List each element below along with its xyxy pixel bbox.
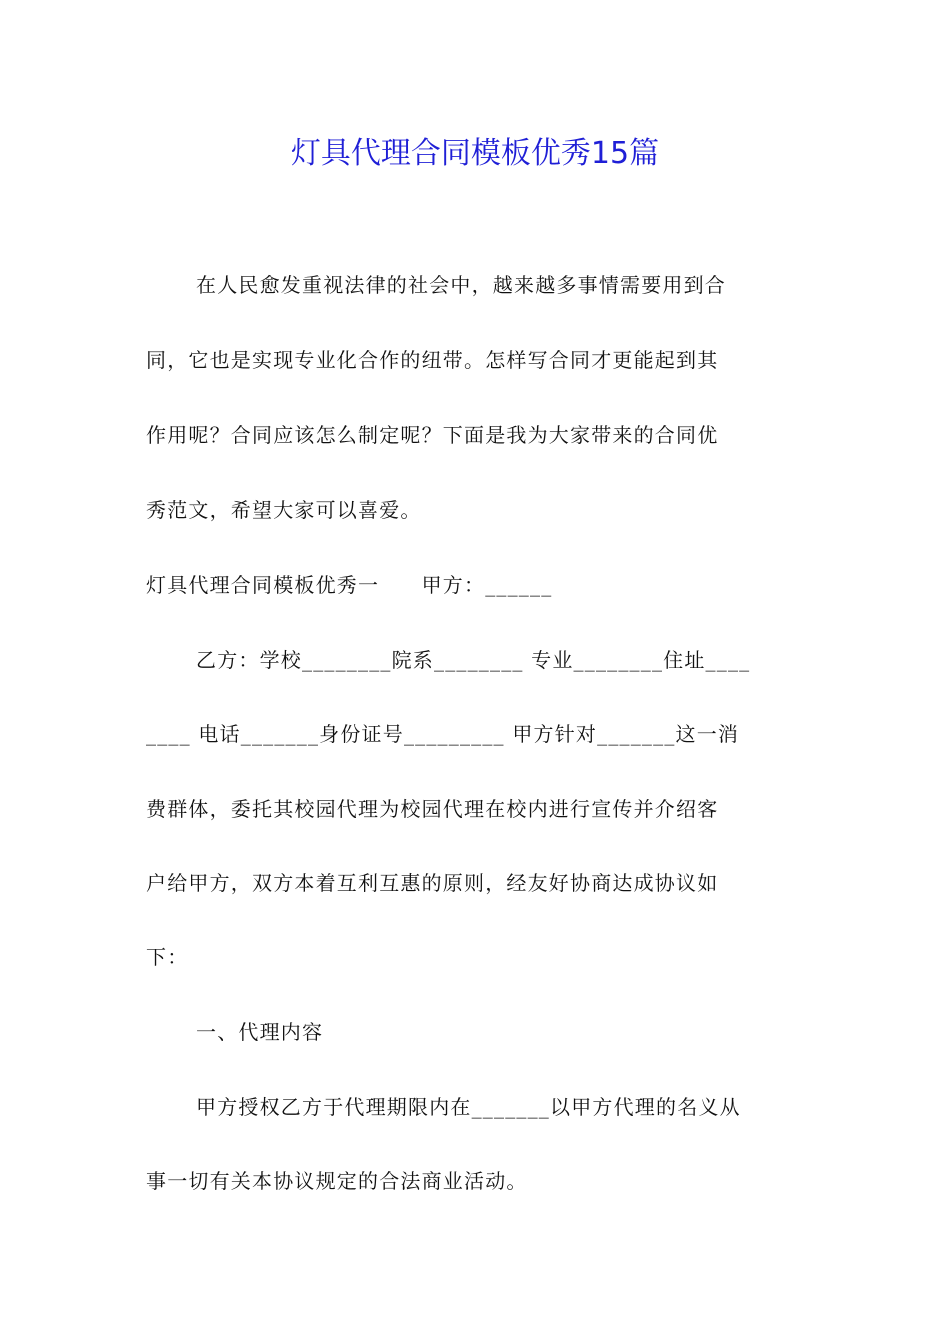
paragraph-line: 秀范文，希望大家可以喜爱。 [146, 498, 422, 522]
paragraph-line: 费群体，委托其校园代理为校园代理在校内进行宣传并介绍客 [146, 797, 719, 821]
document-title: 灯具代理合同模板优秀15篇 [290, 136, 660, 171]
paragraph-line: 户给甲方，双方本着互利互惠的原则，经友好协商达成协议如 [146, 871, 719, 895]
section-heading-line: 灯具代理合同模板优秀一 甲方：______ [146, 573, 553, 597]
paragraph-line: ____ 电话_______身份证号_________ 甲方针对_______这一消 [146, 722, 740, 746]
paragraph-line: 事一切有关本协议规定的合法商业活动。 [146, 1169, 528, 1193]
paragraph-line: 下： [146, 945, 189, 969]
subsection-heading: 一、代理内容 [196, 1020, 324, 1044]
paragraph-line: 甲方授权乙方于代理期限内在_______以甲方代理的名义从 [196, 1095, 741, 1119]
paragraph-line: 乙方：学校________院系________ 专业________住址____ [196, 648, 751, 672]
paragraph-line: 在人民愈发重视法律的社会中，越来越多事情需要用到合 [196, 273, 726, 297]
paragraph-line: 同，它也是实现专业化合作的纽带。怎样写合同才更能起到其 [146, 348, 719, 372]
paragraph-line: 作用呢？合同应该怎么制定呢？下面是我为大家带来的合同优 [146, 423, 719, 447]
